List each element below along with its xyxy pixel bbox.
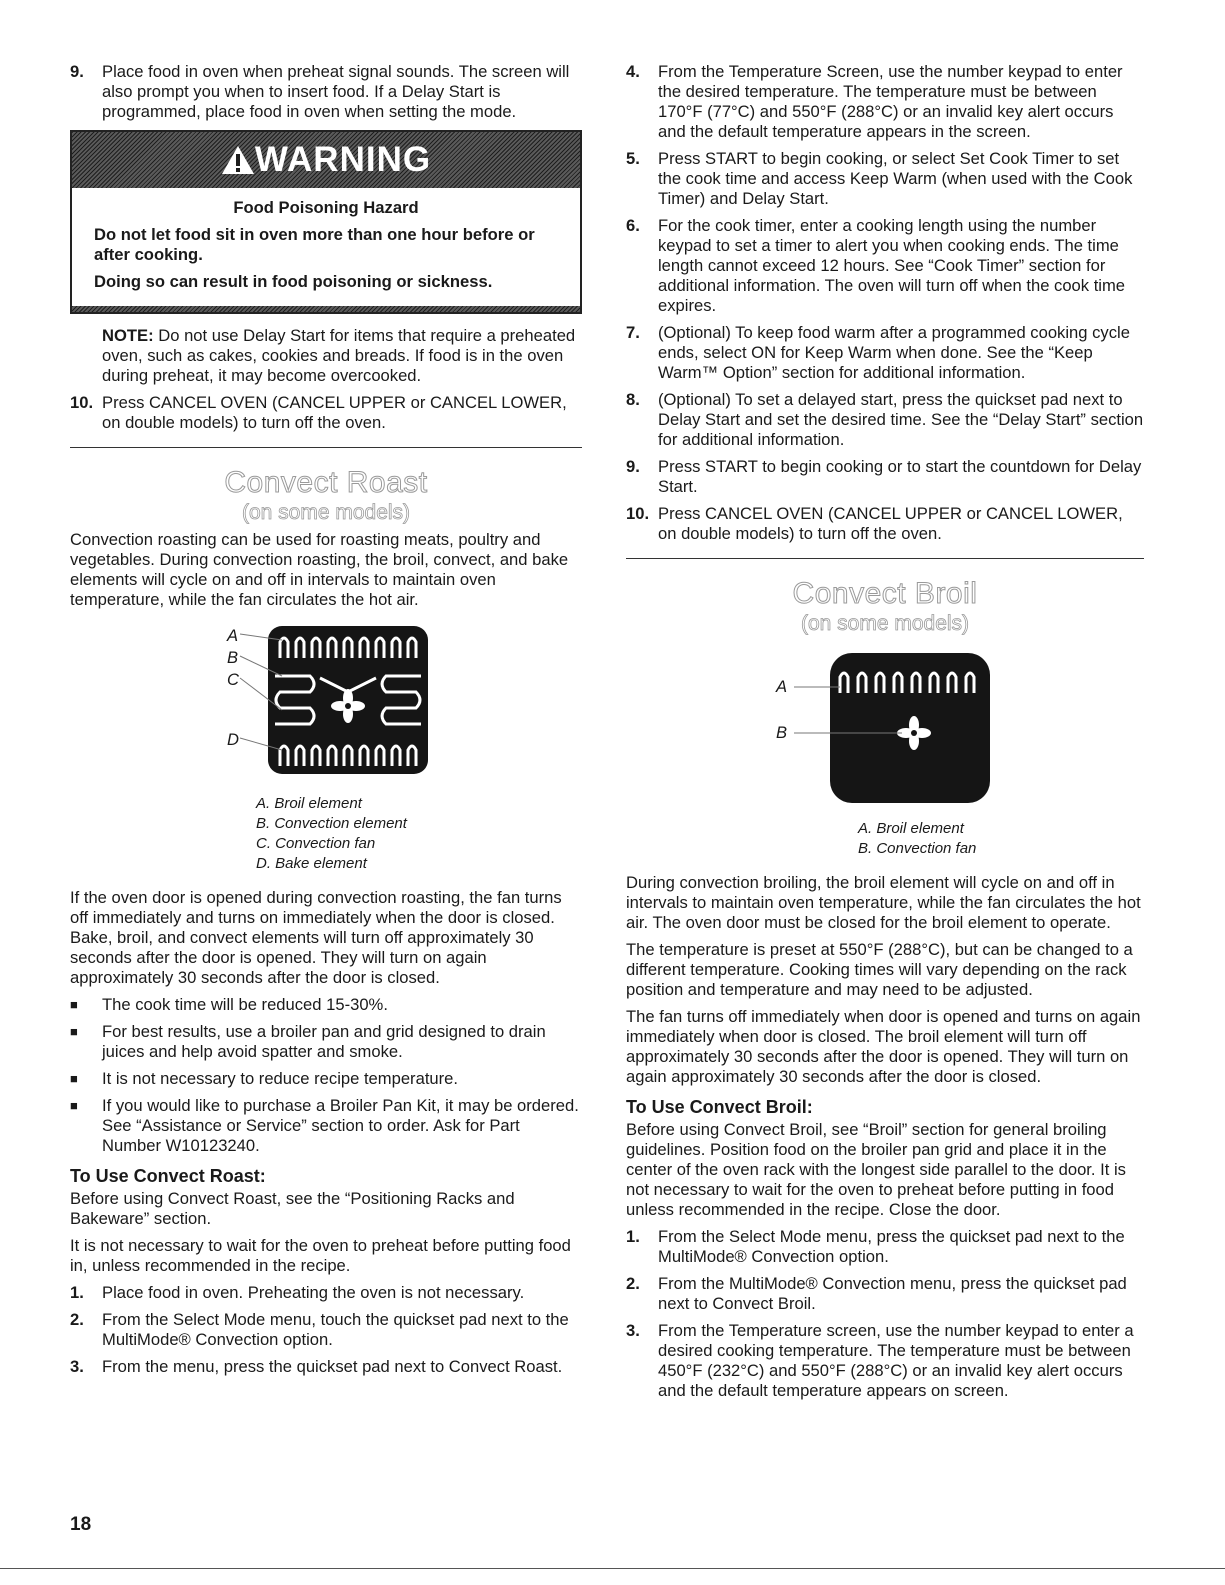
bullet-item: ■ It is not necessary to reduce recipe temperature. [70, 1069, 459, 1088]
note-paragraph [70, 326, 582, 386]
paragraph: It is not necessary to wait for the oven to preheat before putting food in, unless recommended in the recipe. [70, 1236, 571, 1275]
warning-box [70, 130, 582, 314]
step-item: 3. From the Temperature screen, use the number keypad to enter a desired cooking temperature. The temperature must be between 450°F (232°C) and 550°F (288°C) or an invalid key alert occurs and the default temperature appears on screen. [626, 1321, 1134, 1400]
door-paragraph: If the oven door is opened during convection roasting, the fan turns off immediately and turns on immediately when the door is closed. Bake, broil, and convect elements will turn off approximately 30 seconds after the door is opened. They will turn on again approximately 30 seconds after the door is closed. [70, 888, 562, 987]
oven-diagram-roast [70, 620, 582, 780]
diagram-label-c: C [227, 670, 239, 689]
warning-hazard: Food Poisoning Hazard [233, 198, 419, 217]
step-item: 3. From the menu, press the quickset pad next to Convect Roast. [70, 1357, 563, 1376]
warning-footer-band [72, 306, 580, 312]
convect-roast-diagram [70, 620, 582, 780]
intro-paragraph: Convection roasting can be used for roasting meats, poultry and vegetables. During convection roasting, the broil, convect, and bake elements will cycle on and off in intervals to maintain oven temperature, while the fan circulates the hot air. [70, 530, 569, 609]
step-item: 4. From the Temperature Screen, use the number keypad to enter the desired temperature. The temperature must be between 170°F (77°C) and 550°F (288°C) or an invalid key alert occurs and the default temperature appears in the screen. [626, 62, 1123, 141]
step-text: Press CANCEL OVEN (CANCEL UPPER or CANCEL LOWER, on double models) to turn off the oven. [102, 393, 567, 432]
step-item: 7. (Optional) To keep food warm after a programmed cooking cycle ends, select ON for Keep Warm when done. See the “Keep Warm™ Option” section for additional information. [626, 323, 1130, 382]
left-column [70, 62, 582, 1384]
caption-line: C. Convection fan [256, 835, 376, 852]
paragraph: During convection broiling, the broil element will cycle on and off in intervals to maintain oven temperature, while the fan circulates the hot air. The oven door must be closed for the broil element to operate. [626, 873, 1141, 932]
section-title: Convect Roast [224, 466, 428, 499]
caption-line: B. Convection element [256, 815, 407, 832]
warning-line-2: Doing so can result in food poisoning or sickness. [94, 272, 493, 291]
section-divider [626, 558, 1144, 559]
section-subtitle: (on some models) [800, 612, 970, 635]
subheading: To Use Convect Roast: [70, 1166, 266, 1186]
diagram-label-a: A [227, 626, 239, 645]
warning-line-1: Do not let food sit in oven more than one hour before or after cooking. [94, 225, 535, 264]
step-item: 6. For the cook timer, enter a cooking length using the number keypad to set a timer to alert you when cooking ends. The time length cannot exceed 12 hours. See “Cook Timer” section for additional information. The oven will turn off when the cook time expires. [626, 216, 1126, 315]
diagram-captions [626, 819, 1144, 859]
caption-line: A. Broil element [256, 795, 362, 812]
bullet-item: ■ For best results, use a broiler pan and grid designed to drain juices and help avoid spatter and smoke. [70, 1022, 546, 1061]
page-bottom-rule [0, 1568, 1225, 1569]
diagram-label-d: D [227, 730, 239, 749]
bullet-square-icon: ■ [70, 1098, 78, 1113]
diagram-label-b: B [227, 648, 239, 667]
diagram-label-b: B [776, 723, 788, 742]
bullet-item: ■ The cook time will be reduced 15-30%. [70, 995, 388, 1014]
section-divider [70, 447, 582, 448]
diagram-captions [70, 794, 582, 874]
diagram-label-a: A [776, 677, 788, 696]
caption-line: B. Convection fan [858, 840, 977, 857]
paragraph: Before using Convect Roast, see the “Positioning Racks and Bakeware” section. [70, 1189, 515, 1228]
step-text: Place food in oven when preheat signal sounds. The screen will also prompt you when to insert food. If a Delay Start is programmed, place food in oven when setting the mode. [102, 62, 570, 121]
paragraph: The fan turns off immediately when door is opened and turns on again immediately when door is closed. The broil element will turn off approximately 30 seconds after the door is opened. They will turn on again approximately 30 seconds after the door is closed. [626, 1007, 1141, 1086]
subheading: To Use Convect Broil: [626, 1097, 813, 1117]
warning-triangle-icon [221, 145, 255, 175]
bullet-square-icon: ■ [70, 1024, 78, 1039]
right-column [626, 62, 1144, 1408]
step-number: 10. [70, 393, 94, 412]
bullet-square-icon: ■ [70, 1071, 78, 1086]
page-number: 18 [70, 1514, 92, 1535]
paragraph: Before using Convect Broil, see “Broil” section for general broiling guidelines. Position food on the broiler pan grid and place it in the center of the oven rack with the longest side parallel to the door. It is not necessary to wait for the oven to preheat before putting in food unless recommended in the recipe. Close the door. [626, 1120, 1126, 1219]
step-item: 2. From the MultiMode® Convection menu, press the quickset pad next to Convect Broil. [626, 1274, 1127, 1313]
section-title: Convect Broil [792, 577, 978, 610]
caption-line: A. Broil element [858, 820, 964, 837]
section-subtitle: (on some models) [241, 501, 411, 524]
step-item: 1. Place food in oven. Preheating the oven is not necessary. [70, 1283, 525, 1302]
step-item [70, 62, 582, 122]
step-item: 8. (Optional) To set a delayed start, press the quickset pad next to Delay Start and set the desired time. See the “Delay Start” section for additional information. [626, 390, 1144, 449]
step-item: 10. Press CANCEL OVEN (CANCEL UPPER or CANCEL LOWER, on double models) to turn off the oven. [626, 504, 1123, 543]
bullet-item: ■ If you would like to purchase a Broiler Pan Kit, it may be ordered. See “Assistance or Service” section to order. Ask for Part Number W10123240. [70, 1096, 579, 1155]
convect-broil-diagram [626, 649, 1144, 807]
oven-diagram-broil [626, 649, 1144, 807]
bullet-square-icon: ■ [70, 997, 78, 1012]
note-label: NOTE: [102, 326, 154, 345]
paragraph: The temperature is preset at 550°F (288°C), but can be changed to a different temperature. Cooking times will vary depending on the rack position and temperature and may need to be adjusted. [626, 940, 1133, 999]
step-item [70, 393, 582, 433]
caption-line: D. Bake element [256, 855, 367, 872]
note-text: Do not use Delay Start for items that require a preheated oven, such as cakes, cookies and breads. If food is in the oven during preheat, it may become overcooked. [102, 326, 576, 385]
warning-title: WARNING [254, 140, 432, 179]
step-item: 5. Press START to begin cooking, or select Set Cook Timer to set the cook time and access Keep Warm (when used with the Cook Timer) and Delay Start. [626, 149, 1133, 208]
warning-header [72, 132, 580, 188]
step-item: 1. From the Select Mode menu, press the quickset pad next to the MultiMode® Convection option. [626, 1227, 1125, 1266]
step-number: 9. [70, 62, 84, 81]
step-item: 2. From the Select Mode menu, touch the quickset pad next to the MultiMode® Convection option. [70, 1310, 569, 1349]
step-item: 9. Press START to begin cooking or to start the countdown for Delay Start. [626, 457, 1142, 496]
